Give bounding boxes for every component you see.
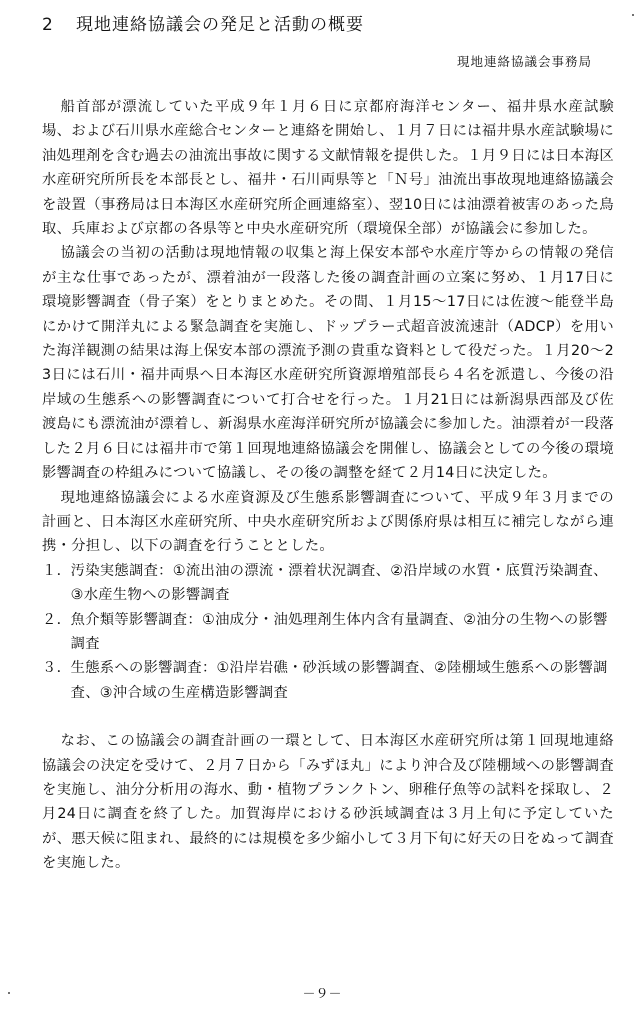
list-item-text: 生態系への影響調査：①沿岸岩礁・砂浜域の影響調査、②陸棚域生態系への影響調査、③沖合域の生産構造影響調査 — [70, 660, 608, 701]
page-number: －９－ — [302, 987, 342, 1002]
document-body — [42, 95, 614, 876]
list-item-text: 汚染実態調査：①流出油の漂流・漂着状況調査、②沿岸域の水質・底質汚染調査、③水産生物への影響調査 — [70, 562, 608, 604]
paragraph: 船首部が漂流していた平成９年１月６日に京都府海洋センター、福井県水産試験場、および石川県水産総合センターと連絡を開始し、１月７日には福井県水産試験場に油処理剤を含む過去の油流出事故に関する文献情報を提供した。１月９日には日本海区水産研究所所長を本部長とし、福井・石川両県等と「Ｎ号」油流出事故現地連絡協議会を設置（事務局は日本海区水産研究所企画連絡室）、翌10日には油漂着被害のあった鳥取、兵庫および京都の各県等と中央水産研究所（環境保全部）が協議会に参加した。 — [42, 99, 614, 238]
section-title: 現地連絡協議会の発足と活動の概要 — [76, 15, 364, 35]
list-item-text: 魚介類等影響調査：①油成分・油処理剤生体内含有量調査、②油分の生物への影響調査 — [70, 611, 608, 652]
list-marker: ３． — [42, 660, 72, 677]
scan-speck — [8, 992, 10, 994]
list-item — [42, 656, 614, 705]
scan-speck — [632, 14, 634, 16]
author-office: 現地連絡協議会事務局 — [456, 54, 592, 69]
paragraph: 協議会の当初の活動は現地情報の収集と海上保安本部や水産庁等からの情報の発信が主な仕事であったが、漂着油が一段落した後の調査計画の立案に努め、１月17日に環境影響調査（骨子案）をとりまとめた。その間、１月15～17日には佐渡～能登半島にかけて開洋丸による緊急調査を実施し、ドップラー式超音波流速計（ADCP）を用いた海洋観測の結果は海上保安本部の漂流予測の貴重な資料として役だった。１月20～23日には石川・福井両県へ日本海区水産研究所資源増殖部長ら４名を派遣し、今後の沿岸域の生態系への影響調査について打合せを行った。１月21日には新潟県西部及び佐渡島にも漂流油が漂着し、新潟県水産海洋研究所が協議会に参加した。油漂着が一段落した２月６日には福井市で第１回現地連絡協議会を開催し、協議会としての今後の環境影響調査の枠組みについて協議し、その後の調整を経て２月14日に決定した。 — [42, 245, 614, 482]
survey-list — [42, 559, 614, 705]
list-marker: ２． — [42, 611, 72, 628]
section-number: 2 — [42, 15, 54, 35]
list-marker: １． — [42, 562, 72, 579]
list-item — [42, 559, 614, 608]
list-item — [42, 608, 614, 657]
paragraph-gap — [42, 705, 614, 729]
closing-paragraph: なお、この協議会の調査計画の一環として、日本海区水産研究所は第１回現地連絡協議会の決定を受けて、２月７日から「みずほ丸」により沖合及び陸棚域への影響調査を実施し、油分分析用の海水、動・植物プランクトン、卵稚仔魚等の試料を採取し、２月24日に調査を終了した。加賀海岸における砂浜域調査は３月上旬に予定していたが、悪天候に阻まれ、最終的には規模を多少縮小して３月下旬に好天の日をぬって調査を実施した。 — [42, 733, 614, 872]
paragraph: 現地連絡協議会による水産資源及び生態系影響調査について、平成９年３月までの計画と、日本海区水産研究所、中央水産研究所および関係府県は相互に補完しながら連携・分担し、以下の調査を行うこととした。 — [42, 489, 614, 555]
section-heading — [42, 10, 364, 35]
